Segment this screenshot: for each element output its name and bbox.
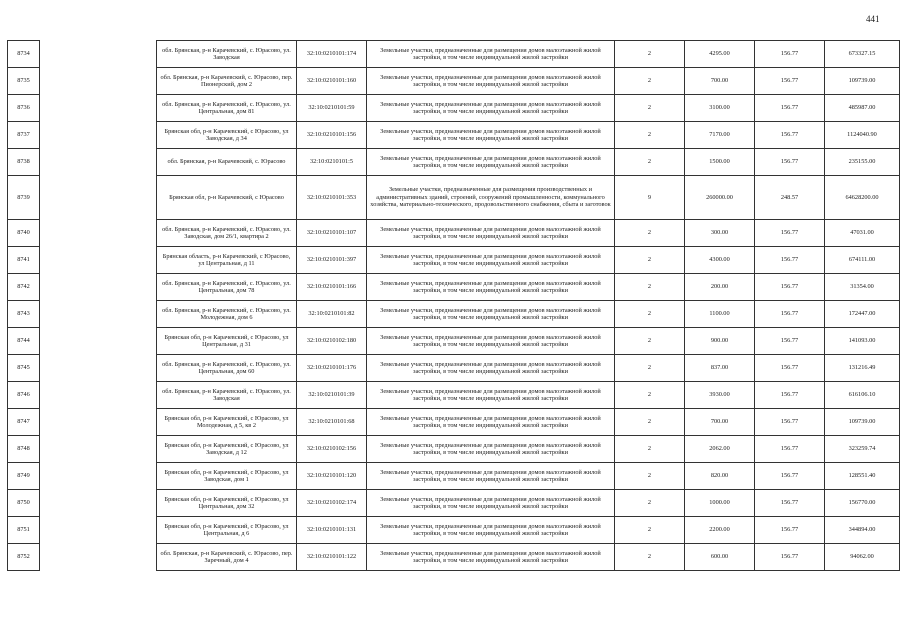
specific-value-cell: 156.77 — [755, 247, 825, 274]
cadastral-value-cell: 109739.00 — [825, 68, 900, 95]
area-cell: 2062.00 — [685, 436, 755, 463]
group-code-cell: 2 — [615, 382, 685, 409]
group-code-cell: 2 — [615, 274, 685, 301]
specific-value-cell: 156.77 — [755, 41, 825, 68]
cadastral-number-cell: 32:10:0210101:59 — [297, 95, 367, 122]
cadastral-number-cell: 32:10:0210101:120 — [297, 463, 367, 490]
land-use-category-cell: Земельные участки, предназначенные для размещения домов малоэтажной жилой застройки, в том числе индивидуальной жилой застройки — [367, 122, 615, 149]
area-cell: 200.00 — [685, 274, 755, 301]
table-row — [8, 382, 900, 409]
spacer-cell — [40, 463, 157, 490]
land-use-category-cell: Земельные участки, предназначенные для размещения домов малоэтажной жилой застройки, в том числе индивидуальной жилой застройки — [367, 409, 615, 436]
group-code-cell: 2 — [615, 149, 685, 176]
address-cell: обл. Брянская, р-н Карачевский, с. Юрасово — [157, 149, 297, 176]
cadastral-number-cell: 32:10:0210101:131 — [297, 517, 367, 544]
cadastral-value-cell: 1124040.90 — [825, 122, 900, 149]
row-number-cell: 8740 — [8, 220, 40, 247]
group-code-cell: 2 — [615, 68, 685, 95]
row-number-cell: 8742 — [8, 274, 40, 301]
row-number-cell: 8747 — [8, 409, 40, 436]
group-code-cell: 2 — [615, 41, 685, 68]
land-use-category-cell: Земельные участки, предназначенные для размещения домов малоэтажной жилой застройки, в том числе индивидуальной жилой застройки — [367, 301, 615, 328]
area-cell: 700.00 — [685, 409, 755, 436]
spacer-cell — [40, 490, 157, 517]
address-cell: обл. Брянская, р-н Карачевский, с. Юрасово, пер. Пионерский, дом 2 — [157, 68, 297, 95]
specific-value-cell: 156.77 — [755, 490, 825, 517]
cadastral-value-cell: 64628200.00 — [825, 176, 900, 220]
cadastral-value-cell: 485987.00 — [825, 95, 900, 122]
cadastral-number-cell: 32:10:0210101:68 — [297, 409, 367, 436]
address-cell: обл. Брянская, р-н Карачевский, с. Юрасово, ул. Центральная, дом 81 — [157, 95, 297, 122]
area-cell: 1100.00 — [685, 301, 755, 328]
specific-value-cell: 156.77 — [755, 409, 825, 436]
table-row — [8, 409, 900, 436]
address-cell: Брянская обл, р-н Карачевский, с Юрасово, ул Молодежная, д 5, кв 2 — [157, 409, 297, 436]
group-code-cell: 2 — [615, 409, 685, 436]
specific-value-cell: 156.77 — [755, 68, 825, 95]
group-code-cell: 2 — [615, 490, 685, 517]
cadastral-number-cell: 32:10:0210101:122 — [297, 544, 367, 571]
spacer-cell — [40, 301, 157, 328]
address-cell: обл. Брянская, р-н Карачевский, с. Юрасово, ул. Центральная, дом 78 — [157, 274, 297, 301]
cadastral-value-cell: 109739.00 — [825, 409, 900, 436]
area-cell: 300.00 — [685, 220, 755, 247]
spacer-cell — [40, 436, 157, 463]
address-cell: обл. Брянская, р-н Карачевский, с. Юрасово, ул. Заводская — [157, 41, 297, 68]
specific-value-cell: 156.77 — [755, 355, 825, 382]
group-code-cell: 2 — [615, 463, 685, 490]
cadastral-value-cell: 344894.00 — [825, 517, 900, 544]
table-row — [8, 68, 900, 95]
spacer-cell — [40, 41, 157, 68]
specific-value-cell: 156.77 — [755, 301, 825, 328]
cadastral-value-cell: 172447.00 — [825, 301, 900, 328]
area-cell: 260000.00 — [685, 176, 755, 220]
address-cell: Брянская обл, р-н Карачевский, с Юрасово — [157, 176, 297, 220]
row-number-cell: 8750 — [8, 490, 40, 517]
land-use-category-cell: Земельные участки, предназначенные для размещения домов малоэтажной жилой застройки, в том числе индивидуальной жилой застройки — [367, 382, 615, 409]
cadastral-value-cell: 323259.74 — [825, 436, 900, 463]
specific-value-cell: 156.77 — [755, 436, 825, 463]
spacer-cell — [40, 122, 157, 149]
group-code-cell: 2 — [615, 544, 685, 571]
area-cell: 820.00 — [685, 463, 755, 490]
area-cell: 3930.00 — [685, 382, 755, 409]
spacer-cell — [40, 176, 157, 220]
cadastral-number-cell: 32:10:0210101:166 — [297, 274, 367, 301]
group-code-cell: 2 — [615, 436, 685, 463]
group-code-cell: 2 — [615, 247, 685, 274]
spacer-cell — [40, 247, 157, 274]
row-number-cell: 8738 — [8, 149, 40, 176]
table-body — [8, 41, 900, 571]
area-cell: 700.00 — [685, 68, 755, 95]
spacer-cell — [40, 149, 157, 176]
area-cell: 900.00 — [685, 328, 755, 355]
cadastral-number-cell: 32:10:0210102:174 — [297, 490, 367, 517]
address-cell: обл. Брянская, р-н Карачевский, с. Юрасово, ул. Заводская, дом 26/1, квартира 2 — [157, 220, 297, 247]
cadastral-number-cell: 32:10:0210102:156 — [297, 436, 367, 463]
row-number-cell: 8752 — [8, 544, 40, 571]
table-row — [8, 122, 900, 149]
cadastral-number-cell: 32:10:0210101:39 — [297, 382, 367, 409]
land-use-category-cell: Земельные участки, предназначенные для размещения домов малоэтажной жилой застройки, в том числе индивидуальной жилой застройки — [367, 490, 615, 517]
cadastral-number-cell: 32:10:0210101:174 — [297, 41, 367, 68]
table-row — [8, 176, 900, 220]
table-row — [8, 328, 900, 355]
specific-value-cell: 156.77 — [755, 328, 825, 355]
table-row — [8, 355, 900, 382]
specific-value-cell: 156.77 — [755, 149, 825, 176]
row-number-cell: 8746 — [8, 382, 40, 409]
specific-value-cell: 156.77 — [755, 382, 825, 409]
address-cell: Брянская обл, р-н Карачевский, с Юрасово, ул Центральная, д 31 — [157, 328, 297, 355]
spacer-cell — [40, 274, 157, 301]
row-number-cell: 8745 — [8, 355, 40, 382]
area-cell: 7170.00 — [685, 122, 755, 149]
land-use-category-cell: Земельные участки, предназначенные для размещения домов малоэтажной жилой застройки, в том числе индивидуальной жилой застройки — [367, 544, 615, 571]
address-cell: Брянская обл, р-н Карачевский, с Юрасово, ул Центральная, дом 32 — [157, 490, 297, 517]
cadastral-value-cell: 94062.00 — [825, 544, 900, 571]
page-number: 441 — [866, 14, 880, 24]
cadastral-value-cell: 673327.15 — [825, 41, 900, 68]
specific-value-cell: 156.77 — [755, 274, 825, 301]
table-row — [8, 544, 900, 571]
cadastral-number-cell: 32:10:0210101:82 — [297, 301, 367, 328]
spacer-cell — [40, 382, 157, 409]
land-use-category-cell: Земельные участки, предназначенные для размещения домов малоэтажной жилой застройки, в том числе индивидуальной жилой застройки — [367, 149, 615, 176]
row-number-cell: 8736 — [8, 95, 40, 122]
land-use-category-cell: Земельные участки, предназначенные для размещения домов малоэтажной жилой застройки, в том числе индивидуальной жилой застройки — [367, 517, 615, 544]
row-number-cell: 8741 — [8, 247, 40, 274]
area-cell: 4295.00 — [685, 41, 755, 68]
area-cell: 1500.00 — [685, 149, 755, 176]
cadastral-number-cell: 32:10:0210101:176 — [297, 355, 367, 382]
cadastral-number-cell: 32:10:0210101:160 — [297, 68, 367, 95]
cadastral-number-cell: 32:10:0210101:107 — [297, 220, 367, 247]
table-row — [8, 436, 900, 463]
table-row — [8, 95, 900, 122]
area-cell: 600.00 — [685, 544, 755, 571]
specific-value-cell: 156.77 — [755, 517, 825, 544]
spacer-cell — [40, 544, 157, 571]
land-use-category-cell: Земельные участки, предназначенные для размещения производственных и административных зданий, строений, сооружений промышленности, коммунального хозяйства, материально-технического, продовольственного снабжения, сбыта и заготовок — [367, 176, 615, 220]
cadastral-number-cell: 32:10:0210101:397 — [297, 247, 367, 274]
address-cell: Брянская обл, р-н Карачевский, с Юрасово, ул Заводская, д 34 — [157, 122, 297, 149]
row-number-cell: 8739 — [8, 176, 40, 220]
group-code-cell: 2 — [615, 355, 685, 382]
land-use-category-cell: Земельные участки, предназначенные для размещения домов малоэтажной жилой застройки, в том числе индивидуальной жилой застройки — [367, 355, 615, 382]
row-number-cell: 8751 — [8, 517, 40, 544]
table-row — [8, 517, 900, 544]
cadastral-value-cell: 141093.00 — [825, 328, 900, 355]
spacer-cell — [40, 220, 157, 247]
table-row — [8, 220, 900, 247]
row-number-cell: 8748 — [8, 436, 40, 463]
cadastral-value-table — [7, 40, 900, 571]
row-number-cell: 8735 — [8, 68, 40, 95]
specific-value-cell: 248.57 — [755, 176, 825, 220]
land-use-category-cell: Земельные участки, предназначенные для размещения домов малоэтажной жилой застройки, в том числе индивидуальной жилой застройки — [367, 274, 615, 301]
spacer-cell — [40, 68, 157, 95]
land-use-category-cell: Земельные участки, предназначенные для размещения домов малоэтажной жилой застройки, в том числе индивидуальной жилой застройки — [367, 247, 615, 274]
row-number-cell: 8737 — [8, 122, 40, 149]
cadastral-value-cell: 131216.49 — [825, 355, 900, 382]
land-use-category-cell: Земельные участки, предназначенные для размещения домов малоэтажной жилой застройки, в том числе индивидуальной жилой застройки — [367, 95, 615, 122]
area-cell: 3100.00 — [685, 95, 755, 122]
cadastral-value-cell: 674111.00 — [825, 247, 900, 274]
land-use-category-cell: Земельные участки, предназначенные для размещения домов малоэтажной жилой застройки, в том числе индивидуальной жилой застройки — [367, 41, 615, 68]
address-cell: Брянская обл, р-н Карачевский, с Юрасово, ул Заводская, дом 1 — [157, 463, 297, 490]
cadastral-number-cell: 32:10:0210102:180 — [297, 328, 367, 355]
group-code-cell: 2 — [615, 220, 685, 247]
group-code-cell: 2 — [615, 95, 685, 122]
land-use-category-cell: Земельные участки, предназначенные для размещения домов малоэтажной жилой застройки, в том числе индивидуальной жилой застройки — [367, 68, 615, 95]
group-code-cell: 9 — [615, 176, 685, 220]
area-cell: 1000.00 — [685, 490, 755, 517]
group-code-cell: 2 — [615, 301, 685, 328]
cadastral-number-cell: 32:10:0210101:353 — [297, 176, 367, 220]
address-cell: Брянская область, р-н Карачевский, с Юрасово, ул Центральная, д 11 — [157, 247, 297, 274]
cadastral-value-cell: 616106.10 — [825, 382, 900, 409]
cadastral-value-cell: 31354.00 — [825, 274, 900, 301]
specific-value-cell: 156.77 — [755, 544, 825, 571]
row-number-cell: 8743 — [8, 301, 40, 328]
group-code-cell: 2 — [615, 328, 685, 355]
row-number-cell: 8749 — [8, 463, 40, 490]
table-row — [8, 490, 900, 517]
table-row — [8, 247, 900, 274]
specific-value-cell: 156.77 — [755, 463, 825, 490]
spacer-cell — [40, 95, 157, 122]
spacer-cell — [40, 328, 157, 355]
specific-value-cell: 156.77 — [755, 220, 825, 247]
row-number-cell: 8744 — [8, 328, 40, 355]
group-code-cell: 2 — [615, 517, 685, 544]
address-cell: обл. Брянская, р-н Карачевский, с. Юрасово, ул. Заводская — [157, 382, 297, 409]
spacer-cell — [40, 355, 157, 382]
address-cell: обл. Брянская, р-н Карачевский, с. Юрасово, ул. Центральная, дом 60 — [157, 355, 297, 382]
group-code-cell: 2 — [615, 122, 685, 149]
cadastral-value-cell: 47031.00 — [825, 220, 900, 247]
cadastral-number-cell: 32:10:0210101:5 — [297, 149, 367, 176]
land-use-category-cell: Земельные участки, предназначенные для размещения домов малоэтажной жилой застройки, в том числе индивидуальной жилой застройки — [367, 328, 615, 355]
address-cell: Брянская обл, р-н Карачевский, с Юрасово, ул Заводская, д 12 — [157, 436, 297, 463]
cadastral-value-cell: 235155.00 — [825, 149, 900, 176]
spacer-cell — [40, 409, 157, 436]
table-row — [8, 274, 900, 301]
address-cell: обл. Брянская, р-н Карачевский, с. Юрасово, пер. Заречный, дом 4 — [157, 544, 297, 571]
land-use-category-cell: Земельные участки, предназначенные для размещения домов малоэтажной жилой застройки, в том числе индивидуальной жилой застройки — [367, 436, 615, 463]
cadastral-value-cell: 156770.00 — [825, 490, 900, 517]
table-row — [8, 301, 900, 328]
cadastral-value-cell: 128551.40 — [825, 463, 900, 490]
table-row — [8, 463, 900, 490]
address-cell: обл. Брянская, р-н Карачевский, с. Юрасово, ул. Молодежная, дом 6 — [157, 301, 297, 328]
land-use-category-cell: Земельные участки, предназначенные для размещения домов малоэтажной жилой застройки, в том числе индивидуальной жилой застройки — [367, 463, 615, 490]
cadastral-number-cell: 32:10:0210101:156 — [297, 122, 367, 149]
specific-value-cell: 156.77 — [755, 122, 825, 149]
land-use-category-cell: Земельные участки, предназначенные для размещения домов малоэтажной жилой застройки, в том числе индивидуальной жилой застройки — [367, 220, 615, 247]
area-cell: 837.00 — [685, 355, 755, 382]
area-cell: 2200.00 — [685, 517, 755, 544]
specific-value-cell: 156.77 — [755, 95, 825, 122]
spacer-cell — [40, 517, 157, 544]
area-cell: 4300.00 — [685, 247, 755, 274]
row-number-cell: 8734 — [8, 41, 40, 68]
table-row — [8, 149, 900, 176]
table-row — [8, 41, 900, 68]
address-cell: Брянская обл, р-н Карачевский, с Юрасово, ул Центральная, д 6 — [157, 517, 297, 544]
